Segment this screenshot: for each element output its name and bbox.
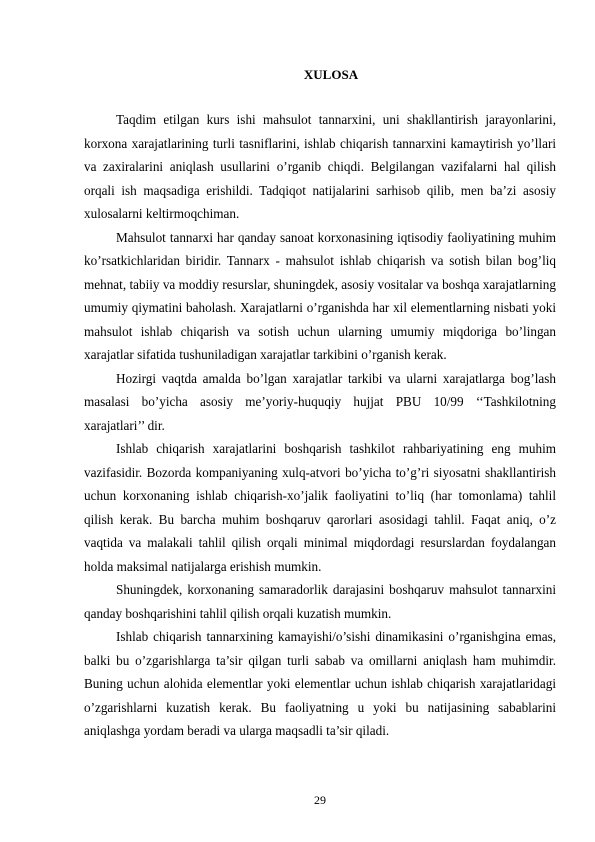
page-number: 29 [314,793,326,807]
paragraph-2: Mahsulot tannarxi har qanday sanoat korxonasining iqtisodiy faoliyatining muhim ko’rsatkichlaridan biridir. Tannarx - mahsulot ishlab chiqarish va sotish bilan bog’liq mehnat, tabiiy va moddiy resurslar, shuningdek, asosiy vositalar va boshqa xarajatlarning umumiy qiymatini baholash. Xarajatlarni o’rganishda har xil elementlarning nisbati yoki mahsulot ishlab chiqarish va sotish uchun ularning umumiy miqdoriga bo’lingan xarajatlar sifatida tushuniladigan xarajatlar tarkibini o’rganish kerak. [84,229,556,362]
paragraph-6: Ishlab chiqarish tannarxining kamayishi/o’sishi dinamikasini o’rganishgina emas, balki bu o’zgarishlarga ta’sir qilgan turli sabab va omillarni aniqlash ham muhimdir. Buning uchun alohida elementlar yoki elementlar uchun ishlab chiqarish xarajatlaridagi o’zgarishlarni kuzatish kerak. Bu faoliyatning u yoki bu natijasining sabablarini aniqlashga yordam beradi va ularga maqsadli ta’sir qiladi. [84,629,556,738]
section-title: XULOSA [303,67,359,82]
paragraph-4: Ishlab chiqarish xarajatlarini boshqarish tashkilot rahbariyatining eng muhim vazifasidir. Bozorda kompaniyaning xulq-atvori bo’yicha to’g’ri siyosatni shakllantirish uchun korxonaning ishlab chiqarish-xo’jalik faoliyatini to’liq (har tomonlama) tahlil qilish kerak. Bu barcha muhim boshqaruv qarorlari asosidagi tahlil. Faqat aniq, o’z vaqtida va malakali tahlil qilish orqali minimal miqdordagi resurslardan foydalangan holda maksimal natijalarga erishish mumkin. [84,441,556,574]
paragraph-5: Shuningdek, korxonaning samaradorlik darajasini boshqaruv mahsulot tannarxini qanday boshqarishini tahlil qilish orqali kuzatish mumkin. [84,582,556,621]
body-text [84,108,556,743]
paragraph-3: Hozirgi vaqtda amalda bo’lgan xarajatlar tarkibi va ularni xarajatlarga bog’lash masalasi bo’yicha asosiy me’yoriy-huquqiy hujjat PBU 10/99 ‘‘Tashkilotning xarajatlari’’ dir. [84,370,556,433]
paragraph-1: Taqdim etilgan kurs ishi mahsulot tannarxini, uni shakllantirish jarayonlarini, korxona xarajatlarining turli tasniflarini, ishlab chiqarish tannarxini kamaytirish yo’llari va zaxiralarini aniqlash usullarini o’rganib chiqdi. Belgilangan vazifalarni hal qilish orqali ish maqsadiga erishildi. Tadqiqot natijalarini sarhisob qilib, men ba’zi asosiy xulosalarni keltirmoqchiman. [84,112,556,221]
